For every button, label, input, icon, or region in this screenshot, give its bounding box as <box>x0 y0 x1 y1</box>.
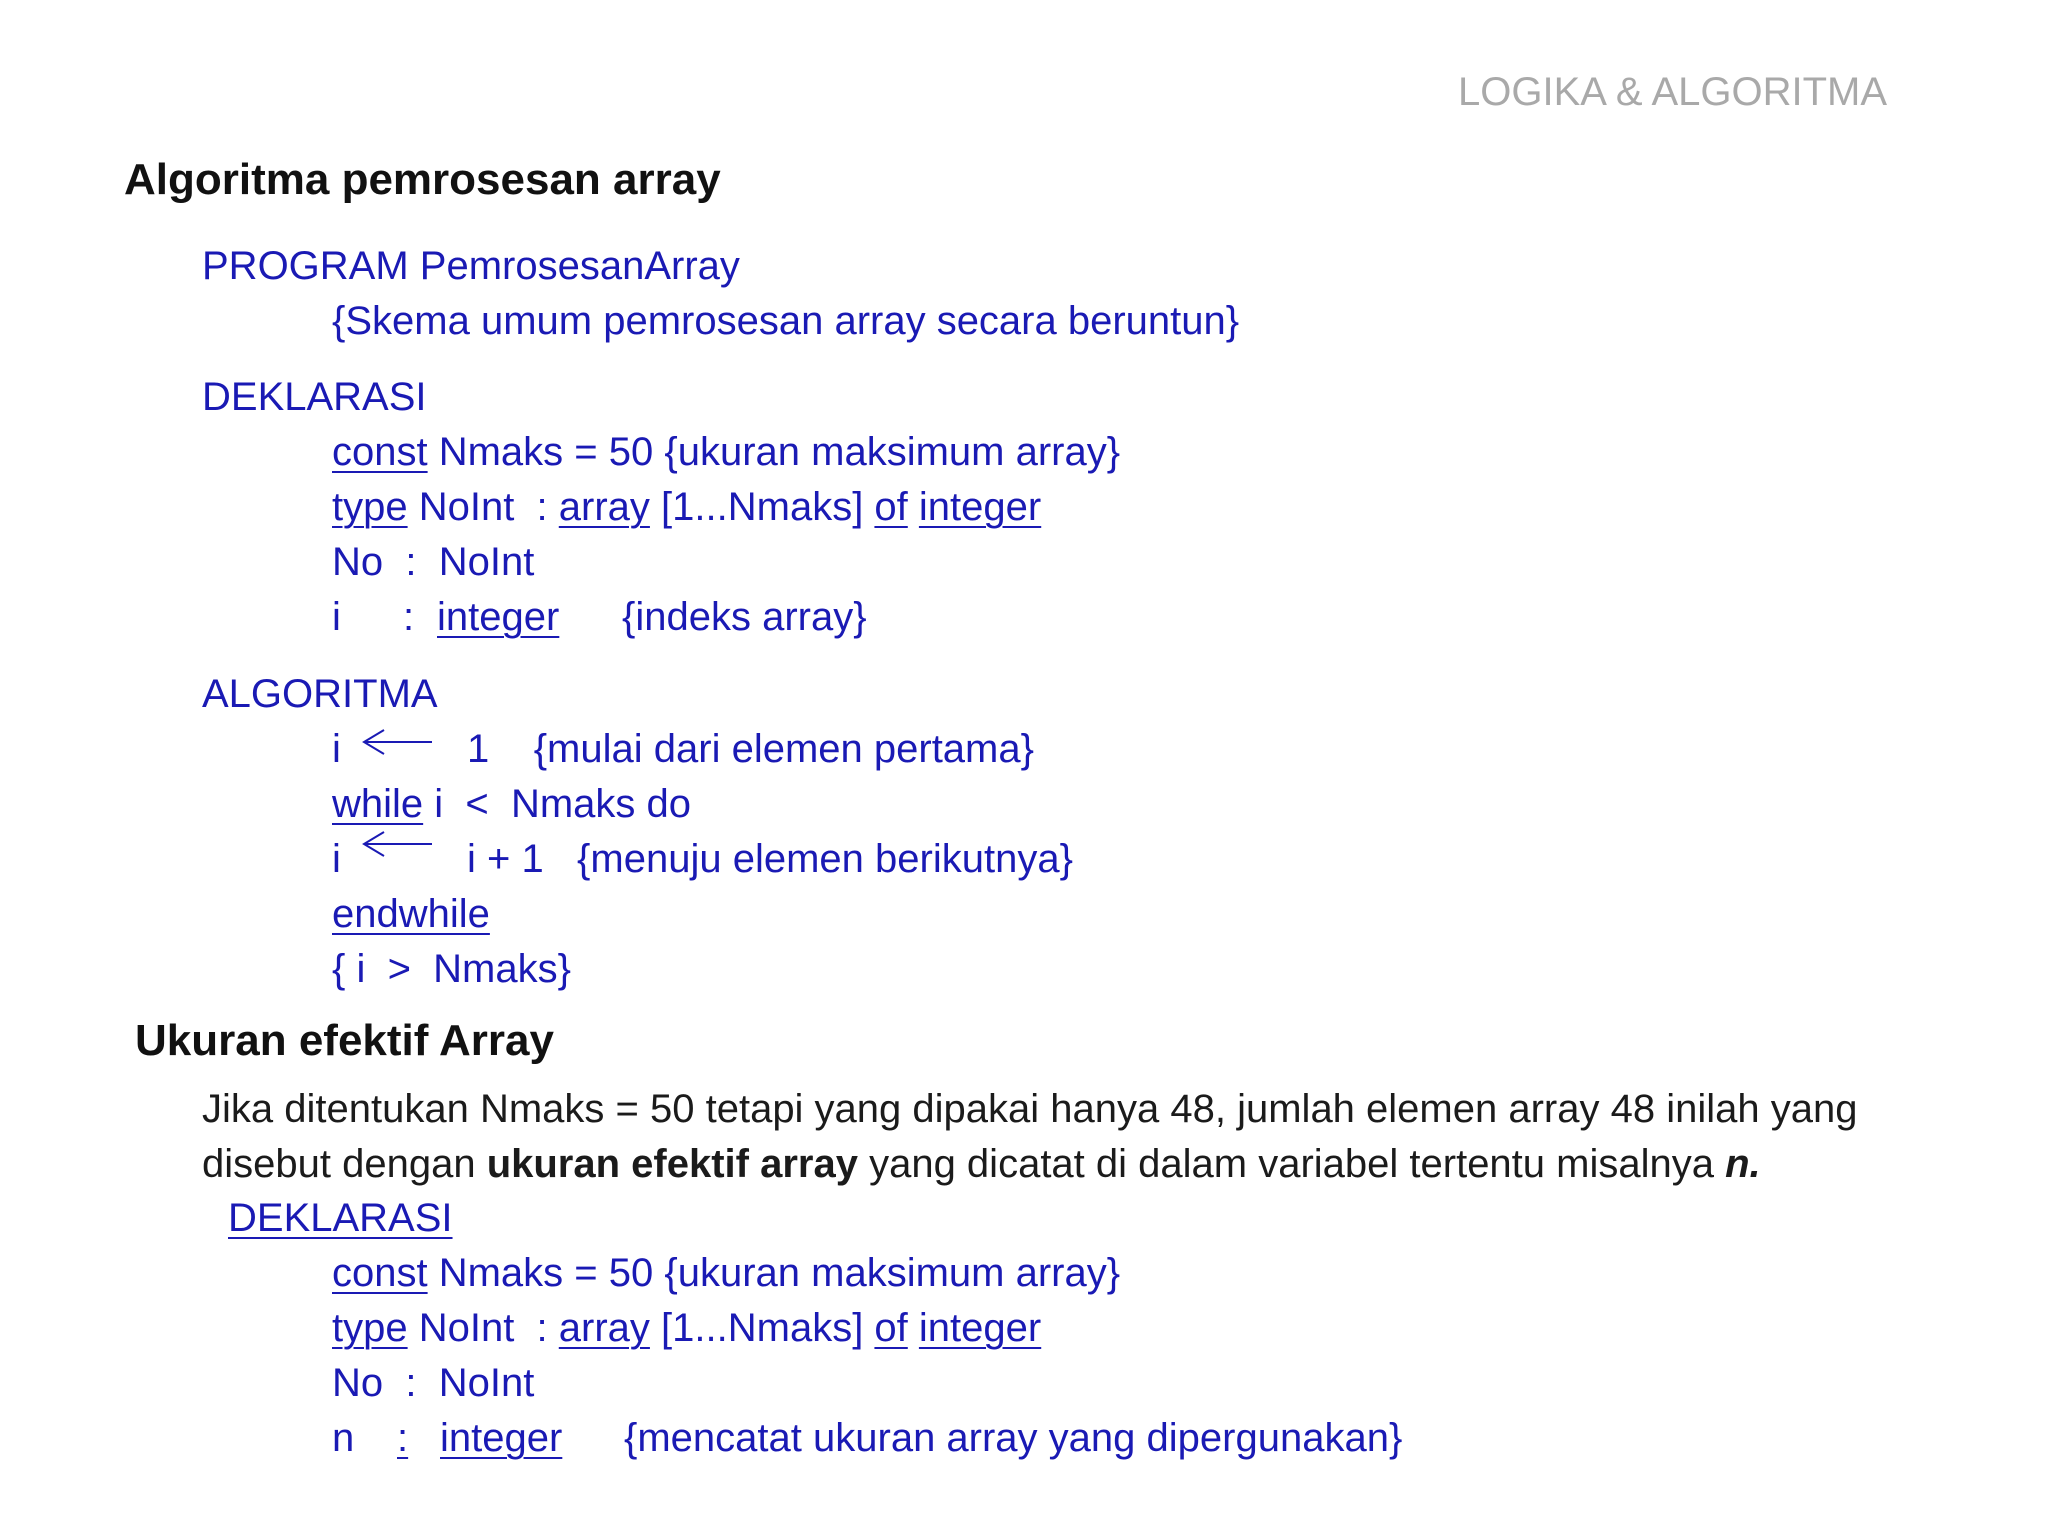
paragraph-italic-n: n. <box>1725 1142 1761 1186</box>
paragraph-text-b: yang dicatat di dalam variabel tertentu misalnya <box>857 1142 1726 1186</box>
left-arrow-icon <box>362 830 434 858</box>
endwhile-keyword: endwhile <box>332 892 490 936</box>
const-rest: Nmaks = 50 {ukuran maksimum array} <box>427 430 1121 474</box>
n-integer-keyword: integer <box>440 1416 563 1460</box>
paragraph-line-2 <box>202 1142 1761 1187</box>
deklarasi-label-2: DEKLARASI <box>228 1196 453 1240</box>
type-name: NoInt : <box>407 1306 559 1350</box>
n-var: n <box>332 1416 355 1460</box>
of-keyword: of <box>874 1306 908 1350</box>
array-range: [1...Nmaks] <box>649 1306 875 1350</box>
paragraph-bold-term: ukuran efektif array <box>486 1142 858 1186</box>
array-keyword: array <box>558 1306 650 1350</box>
assign1-lhs: i <box>332 727 341 771</box>
const-line <box>332 432 1120 472</box>
section-title-ukuran-efektif: Ukuran efektif Array <box>135 1016 554 1065</box>
type-keyword: type <box>332 1306 408 1350</box>
assign1-rhs: 1 {mulai dari elemen pertama} <box>467 727 1034 771</box>
type-line-2 <box>332 1308 1041 1348</box>
i-integer-keyword: integer <box>437 595 560 639</box>
assign2-lhs: i <box>332 837 341 881</box>
type-line <box>332 487 1041 527</box>
const-line-2 <box>332 1253 1120 1293</box>
deklarasi-label: DEKLARASI <box>202 375 427 419</box>
type-name: NoInt : <box>407 485 559 529</box>
program-comment: {Skema umum pemrosesan array secara beruntun} <box>332 299 1240 343</box>
assign2-rhs: i + 1 {menuju elemen berikutnya} <box>467 837 1073 881</box>
while-line <box>332 784 691 824</box>
paragraph-line-1: Jika ditentukan Nmaks = 50 tetapi yang dipakai hanya 48, jumlah elemen array 48 inilah yang <box>202 1087 1858 1131</box>
paragraph-text-a: disebut dengan <box>202 1142 487 1186</box>
left-arrow-icon <box>362 728 434 756</box>
i-var: i <box>332 595 341 639</box>
n-colon: : <box>397 1416 409 1460</box>
post-condition: { i > Nmaks} <box>332 947 571 991</box>
n-comment: {mencatat ukuran array yang dipergunakan} <box>624 1416 1403 1460</box>
i-colon: : <box>403 595 415 639</box>
slide-header: LOGIKA & ALGORITMA <box>1458 70 1888 114</box>
program-line: PROGRAM PemrosesanArray <box>202 244 740 288</box>
const-keyword: const <box>332 430 428 474</box>
const-rest: Nmaks = 50 {ukuran maksimum array} <box>427 1251 1121 1295</box>
no-declaration: No : NoInt <box>332 540 535 584</box>
section-title-pemrosesan: Algoritma pemrosesan array <box>124 155 721 204</box>
integer-keyword: integer <box>918 1306 1042 1350</box>
array-keyword: array <box>558 485 650 529</box>
no-declaration-2: No : NoInt <box>332 1361 535 1405</box>
while-keyword: while <box>332 782 424 826</box>
const-keyword: const <box>332 1251 428 1295</box>
array-range: [1...Nmaks] <box>649 485 875 529</box>
algoritma-label: ALGORITMA <box>202 672 438 716</box>
integer-keyword: integer <box>918 485 1042 529</box>
type-keyword: type <box>332 485 408 529</box>
while-condition: i < Nmaks do <box>423 782 692 826</box>
i-comment: {indeks array} <box>622 595 867 639</box>
of-keyword: of <box>874 485 908 529</box>
